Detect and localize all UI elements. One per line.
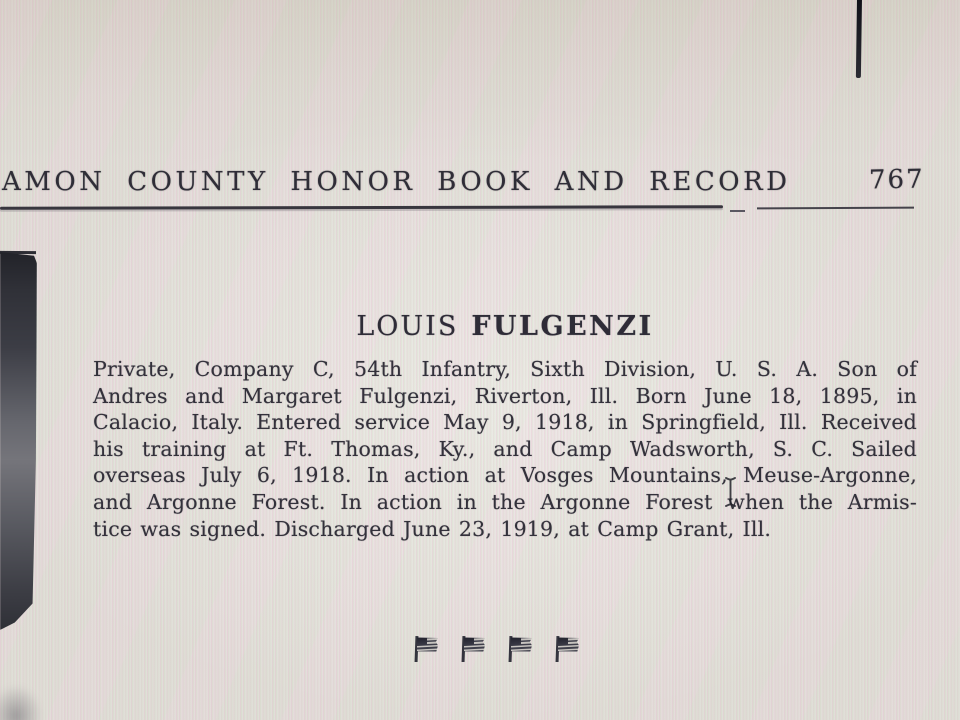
flag-cloth [511, 636, 532, 652]
header-rule [0, 205, 723, 210]
body-line[interactable]: Andres and Margaret Fulgenzi, Riverton, Ill. Born June 18, 1895, in [93, 383, 917, 408]
us-flag-icon [460, 636, 487, 664]
us-flag-icon [554, 636, 581, 664]
us-flag-icon [413, 636, 440, 664]
photo-left-edge [0, 252, 37, 630]
page-number[interactable]: 767 [868, 164, 925, 196]
i-beam-cursor [724, 476, 737, 508]
body-line[interactable]: Private, Company C, 54th Infantry, Sixth Division, U. S. A. Son of [93, 357, 917, 381]
body-line[interactable]: his training at Ft. Thomas, Ky., and Camp Wadsworth, S. C. Sailed [93, 436, 917, 461]
flag-ornament-row [413, 636, 581, 664]
running-header[interactable]: AMON COUNTY HONOR BOOK AND RECORD [2, 167, 791, 197]
header-rule-dash [730, 210, 745, 212]
header-rule-right [757, 207, 914, 210]
body-line[interactable]: tice was signed. Discharged June 23, 1919, at Camp Grant, Ill. [93, 516, 772, 541]
body-line[interactable]: Calacio, Italy. Entered service May 9, 1918, in Springfield, Ill. Received [93, 410, 917, 435]
flag-cloth [464, 636, 485, 652]
entry-body[interactable] [93, 356, 917, 542]
page-edge-mark [856, 0, 862, 78]
entry-title[interactable] [93, 311, 917, 342]
flag-cloth [417, 636, 438, 652]
flag-cloth [558, 636, 579, 652]
entry-surname[interactable]: FULGENZI [471, 311, 654, 342]
body-line[interactable]: and Argonne Forest. In action in the Argonne Forest when the Armis- [93, 489, 917, 514]
us-flag-icon [507, 636, 534, 664]
page-smudge [0, 685, 42, 720]
body-line[interactable]: overseas July 6, 1918. In action at Vosges Mountains, Meuse-Argonne, [93, 463, 917, 488]
entry-given-name[interactable]: LOUIS [356, 311, 459, 342]
